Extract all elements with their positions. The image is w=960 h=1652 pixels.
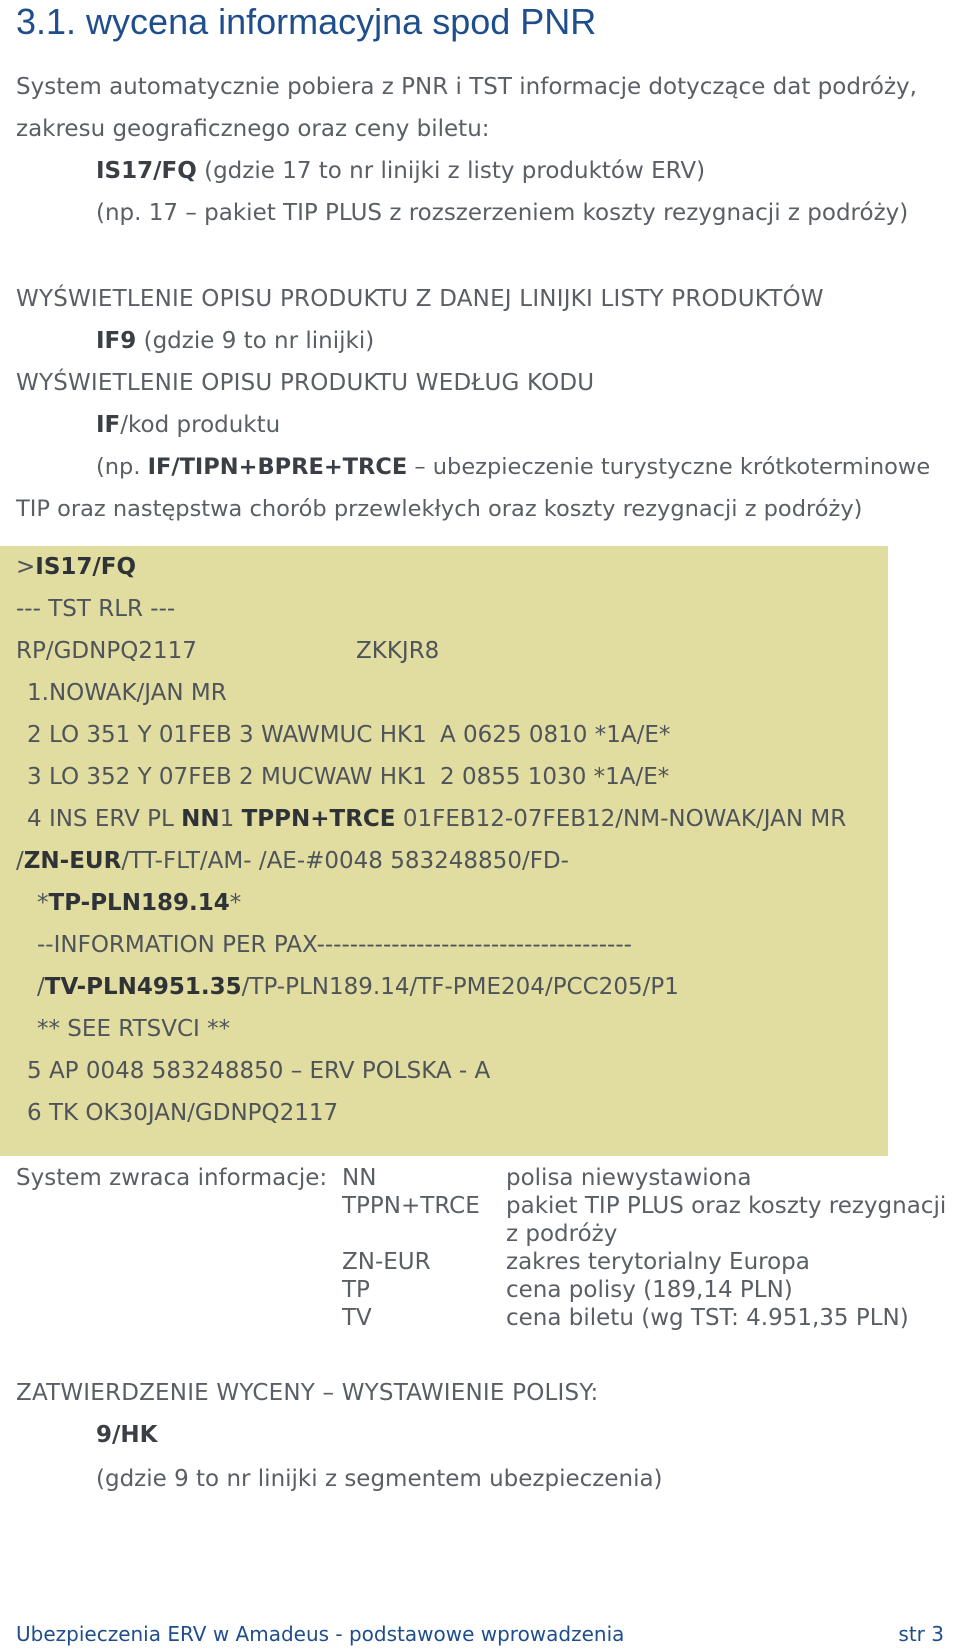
display-line-command: IF9 [96, 328, 137, 354]
display-code-heading: WYŚWIETLENIE OPISU PRODUKTU WEDŁUG KODU [16, 370, 595, 396]
prompt-symbol: > [16, 554, 36, 580]
intro-command-line [96, 156, 705, 186]
terminal-rp-line: RP/GDNPQ2117 [16, 638, 197, 664]
ins-dates: 01FEB12-07FEB12/NM-NOWAK/JAN MR [395, 806, 847, 832]
terminal-zone-line [16, 846, 569, 876]
section-title: 3.1. wycena informacyjna spod PNR [16, 1, 597, 42]
terminal-segment-2: 2 LO 351 Y 01FEB 3 WAWMUC HK1 [27, 722, 427, 748]
terminal-ins-line [27, 804, 846, 834]
terminal-name-line: 1.NOWAK/JAN MR [27, 680, 227, 706]
returns-desc: cena polisy (189,14 PLN) [506, 1277, 793, 1303]
returns-code: NN [342, 1165, 377, 1191]
confirm-note: (gdzie 9 to nr linijki z segmentem ubezpieczenia) [96, 1466, 663, 1492]
returns-desc: polisa niewystawiona [506, 1165, 752, 1191]
intro-command: IS17/FQ [96, 158, 197, 184]
intro-example: (np. 17 – pakiet TIP PLUS z rozszerzeniem koszty rezygnacji z podróży) [96, 200, 909, 226]
ins-count: 1 [219, 806, 242, 832]
intro-line-1: System automatycznie pobiera z PNR i TST informacje dotyczące dat podróży, [16, 74, 917, 100]
tp-value: TP-PLN189.14 [48, 890, 230, 916]
returns-code: TP [342, 1277, 370, 1303]
returns-desc-continued: z podróży [506, 1221, 618, 1247]
display-code-example [96, 452, 930, 482]
returns-desc: zakres terytorialny Europa [506, 1249, 810, 1275]
confirm-heading: ZATWIERDZENIE WYCENY – WYSTAWIENIE POLISY: [16, 1380, 599, 1406]
example-rest: – ubezpieczenie turystyczne krótkoterminowe [407, 454, 931, 480]
tv-rest: /TP-PLN189.14/TF-PME204/PCC205/P1 [241, 974, 679, 1000]
example-command: IF/TIPN+BPRE+TRCE [147, 454, 408, 480]
ins-status: NN [181, 806, 220, 832]
terminal-tp-line [37, 888, 241, 918]
prompt-command: IS17/FQ [35, 554, 137, 580]
terminal-tk-line: 6 TK OK30JAN/GDNPQ2117 [27, 1100, 339, 1126]
terminal-tv-line [37, 972, 679, 1002]
ins-prefix: 4 INS ERV PL [27, 806, 182, 832]
terminal-segment-2-times: A 0625 0810 *1A/E* [440, 722, 671, 748]
terminal-segment-3: 3 LO 352 Y 07FEB 2 MUCWAW HK1 [27, 764, 427, 790]
tp-star-close: * [229, 890, 242, 916]
terminal-rp-code: ZKKJR8 [356, 638, 440, 664]
returns-code: ZN-EUR [342, 1249, 431, 1275]
terminal-tst-line: --- TST RLR --- [16, 596, 176, 622]
display-code-command: IF [96, 412, 121, 438]
display-code-example-line2: TIP oraz następstwa chorób przewlekłych oraz koszty rezygnacji z podróży) [16, 496, 863, 522]
returns-label: System zwraca informacje: [16, 1165, 328, 1191]
tp-star-open: * [37, 890, 49, 916]
zone-code: ZN-EUR [23, 848, 122, 874]
returns-code: TV [342, 1305, 372, 1331]
terminal-see-line: ** SEE RTSVCI ** [37, 1016, 231, 1042]
example-prefix: (np. [96, 454, 148, 480]
display-code-note: /kod produktu [120, 412, 281, 438]
returns-code: TPPN+TRCE [342, 1193, 480, 1219]
display-line-heading: WYŚWIETLENIE OPISU PRODUKTU Z DANEJ LINIJKI LISTY PRODUKTÓW [16, 286, 824, 312]
zone-rest: /TT-FLT/AM- /AE-#0048 583248850/FD- [121, 848, 569, 874]
tv-value: TV-PLN4951.35 [44, 974, 242, 1000]
terminal-segment-3-times: 2 0855 1030 *1A/E* [440, 764, 670, 790]
terminal-prompt-line [16, 552, 136, 582]
intro-command-note: (gdzie 17 to nr linijki z listy produktów ERV) [196, 158, 706, 184]
terminal-info-line: --INFORMATION PER PAX-------------------------------------- [37, 932, 632, 958]
footer-text: Ubezpieczenia ERV w Amadeus - podstawowe wprowadzenia [16, 1622, 625, 1646]
display-line-command-line [96, 326, 374, 356]
returns-desc: cena biletu (wg TST: 4.951,35 PLN) [506, 1305, 909, 1331]
ins-product: TPPN+TRCE [241, 806, 396, 832]
display-line-note: (gdzie 9 to nr linijki) [136, 328, 375, 354]
page-number: str 3 [898, 1622, 944, 1646]
returns-desc: pakiet TIP PLUS oraz koszty rezygnacji [506, 1193, 947, 1219]
terminal-output [0, 546, 888, 1156]
display-code-command-line [96, 410, 280, 440]
tv-slash: / [37, 974, 45, 1000]
intro-line-2: zakresu geograficznego oraz ceny biletu: [16, 116, 490, 142]
zone-slash: / [16, 848, 24, 874]
confirm-command: 9/HK [96, 1422, 158, 1448]
terminal-ap-line: 5 AP 0048 583248850 – ERV POLSKA - A [27, 1058, 491, 1084]
